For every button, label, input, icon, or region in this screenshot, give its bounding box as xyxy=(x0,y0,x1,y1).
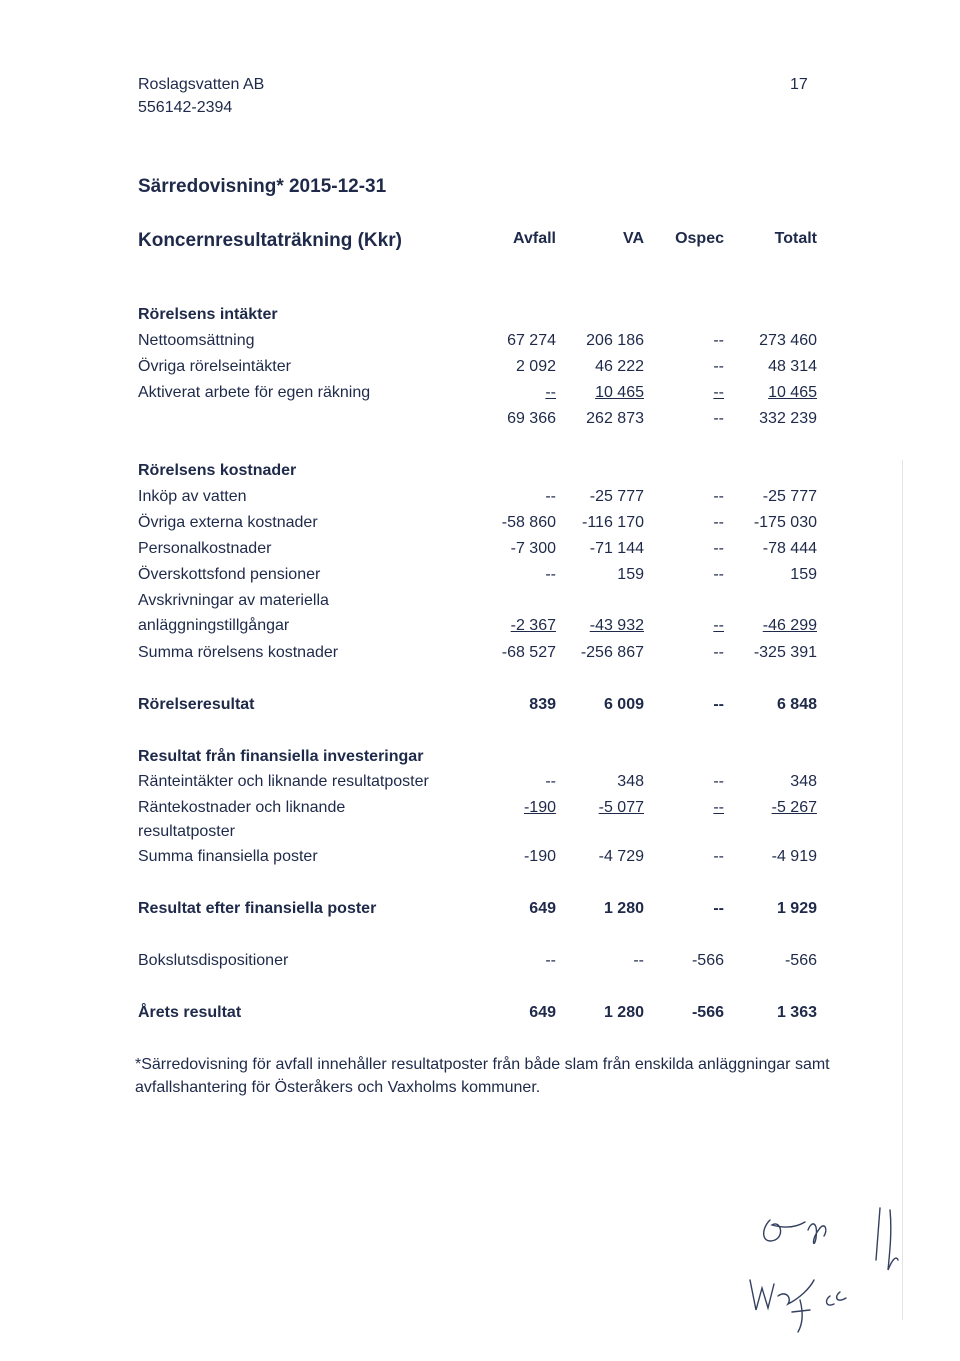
table-row xyxy=(0,617,960,641)
cell-avfall: -190 xyxy=(523,799,556,816)
cell-totalt: -175 030 xyxy=(753,514,817,531)
cell-avfall: -2 367 xyxy=(510,617,556,634)
cell-avfall: 2 092 xyxy=(515,358,556,375)
table-row xyxy=(0,900,960,924)
cell-va: 206 186 xyxy=(586,332,644,349)
row-label: Ränteintäkter och liknande resultatposter xyxy=(138,773,429,790)
row-label: resultatposter xyxy=(138,823,235,840)
table-row xyxy=(0,488,960,512)
cell-avfall: 649 xyxy=(529,900,556,917)
cell-totalt: -566 xyxy=(784,952,817,969)
cell-totalt: 48 314 xyxy=(768,358,817,375)
cell-va: -71 144 xyxy=(589,540,644,557)
cell-ospec: -- xyxy=(713,900,724,917)
row-label: Rörelsens intäkter xyxy=(138,306,278,323)
row-label: Nettoomsättning xyxy=(138,332,255,349)
column-header-ospec: Ospec xyxy=(675,230,724,247)
cell-totalt: 348 xyxy=(790,773,817,790)
cell-avfall: -58 860 xyxy=(501,514,556,531)
cell-avfall: 649 xyxy=(529,1004,556,1021)
row-label: Övriga rörelseintäkter xyxy=(138,358,291,375)
cell-va: 1 280 xyxy=(603,1004,644,1021)
row-label: Rörelseresultat xyxy=(138,696,255,713)
cell-avfall: 839 xyxy=(529,696,556,713)
table-row xyxy=(0,332,960,356)
cell-totalt: -25 777 xyxy=(762,488,817,505)
table-row xyxy=(0,823,960,847)
column-header-va: VA xyxy=(622,230,644,247)
cell-totalt: 6 848 xyxy=(776,696,817,713)
statement-title: Koncernresultaträkning (Kkr) xyxy=(138,230,402,251)
cell-totalt: 273 460 xyxy=(759,332,817,349)
cell-totalt: 1 363 xyxy=(776,1004,817,1021)
cell-va: 10 465 xyxy=(595,384,644,401)
cell-ospec: -- xyxy=(713,332,724,349)
cell-totalt: -325 391 xyxy=(753,644,817,661)
table-row xyxy=(0,799,960,823)
cell-va: 46 222 xyxy=(595,358,644,375)
org-number: 556142-2394 xyxy=(138,99,233,116)
cell-ospec: -- xyxy=(713,540,724,557)
cell-ospec: -- xyxy=(713,358,724,375)
page-number: 17 xyxy=(790,76,808,93)
cell-totalt: -5 267 xyxy=(771,799,817,816)
cell-ospec: -- xyxy=(713,514,724,531)
cell-va: -116 170 xyxy=(582,514,644,531)
cell-va: 262 873 xyxy=(586,410,644,427)
row-label: Inköp av vatten xyxy=(138,488,247,505)
row-label: Övriga externa kostnader xyxy=(138,514,318,531)
table-row xyxy=(0,952,960,976)
column-header-avfall: Avfall xyxy=(513,230,556,247)
cell-avfall: -- xyxy=(545,566,556,583)
table-row xyxy=(0,306,960,330)
scan-edge-line xyxy=(902,460,903,1320)
cell-va: -25 777 xyxy=(589,488,644,505)
cell-ospec: -- xyxy=(713,696,724,713)
cell-ospec: -- xyxy=(713,799,724,816)
table-row xyxy=(0,644,960,668)
cell-va: 6 009 xyxy=(603,696,644,713)
column-header-totalt: Totalt xyxy=(774,230,817,247)
row-label: Aktiverat arbete för egen räkning xyxy=(138,384,371,401)
table-row xyxy=(0,410,960,434)
table-row xyxy=(0,384,960,408)
cell-ospec: -- xyxy=(713,773,724,790)
row-label: Årets resultat xyxy=(138,1004,242,1021)
cell-ospec: -566 xyxy=(691,952,724,969)
row-label: Resultat efter finansiella poster xyxy=(138,900,377,917)
cell-avfall: -- xyxy=(545,384,556,401)
row-label: Räntekostnader och liknande xyxy=(138,799,346,816)
cell-totalt: 332 239 xyxy=(759,410,817,427)
table-row xyxy=(0,592,960,616)
cell-totalt: 10 465 xyxy=(768,384,817,401)
row-label: Personalkostnader xyxy=(138,540,272,557)
cell-avfall: 69 366 xyxy=(507,410,556,427)
table-row xyxy=(0,848,960,872)
cell-totalt: -78 444 xyxy=(762,540,817,557)
cell-ospec: -- xyxy=(713,617,724,634)
cell-ospec: -566 xyxy=(691,1004,724,1021)
cell-avfall: -68 527 xyxy=(501,644,556,661)
cell-va: -5 077 xyxy=(598,799,644,816)
cell-ospec: -- xyxy=(713,410,724,427)
table-row xyxy=(0,566,960,590)
cell-ospec: -- xyxy=(713,644,724,661)
cell-ospec: -- xyxy=(713,566,724,583)
row-label: Resultat från finansiella investeringar xyxy=(138,748,424,765)
table-row xyxy=(0,748,960,772)
cell-ospec: -- xyxy=(713,488,724,505)
row-label: Bokslutsdispositioner xyxy=(138,952,289,969)
cell-ospec: -- xyxy=(713,848,724,865)
cell-totalt: 1 929 xyxy=(776,900,817,917)
cell-totalt: -4 919 xyxy=(771,848,817,865)
cell-avfall: -- xyxy=(545,488,556,505)
table-row xyxy=(0,540,960,564)
cell-va: -- xyxy=(633,952,644,969)
row-label: anläggningstillgångar xyxy=(138,617,290,634)
cell-totalt: 159 xyxy=(790,566,817,583)
cell-va: 159 xyxy=(617,566,644,583)
footnote: *Särredovisning för avfall innehåller resultatposter från både slam från enskilda anläggningar samt avfallshantering för Österåkers och Vaxholms kommuner. xyxy=(135,1056,830,1096)
table-row xyxy=(0,773,960,797)
row-label: Överskottsfond pensioner xyxy=(138,566,321,583)
row-label: Summa finansiella poster xyxy=(138,848,318,865)
document-title: Särredovisning* 2015-12-31 xyxy=(138,176,387,197)
cell-va: -256 867 xyxy=(580,644,644,661)
cell-avfall: -7 300 xyxy=(510,540,556,557)
table-row xyxy=(0,358,960,382)
cell-avfall: -- xyxy=(545,952,556,969)
cell-avfall: 67 274 xyxy=(507,332,556,349)
row-label: Summa rörelsens kostnader xyxy=(138,644,339,661)
cell-va: 348 xyxy=(617,773,644,790)
cell-totalt: -46 299 xyxy=(762,617,817,634)
cell-ospec: -- xyxy=(713,384,724,401)
table-row xyxy=(0,696,960,720)
cell-va: 1 280 xyxy=(603,900,644,917)
company-name: Roslagsvatten AB xyxy=(138,76,265,93)
cell-va: -4 729 xyxy=(598,848,644,865)
cell-avfall: -- xyxy=(545,773,556,790)
table-row xyxy=(0,462,960,486)
cell-va: -43 932 xyxy=(589,617,644,634)
table-row xyxy=(0,1004,960,1028)
table-row xyxy=(0,514,960,538)
cell-avfall: -190 xyxy=(523,848,556,865)
signature-initials xyxy=(730,1200,900,1340)
row-label: Rörelsens kostnader xyxy=(138,462,297,479)
row-label: Avskrivningar av materiella xyxy=(138,592,329,609)
